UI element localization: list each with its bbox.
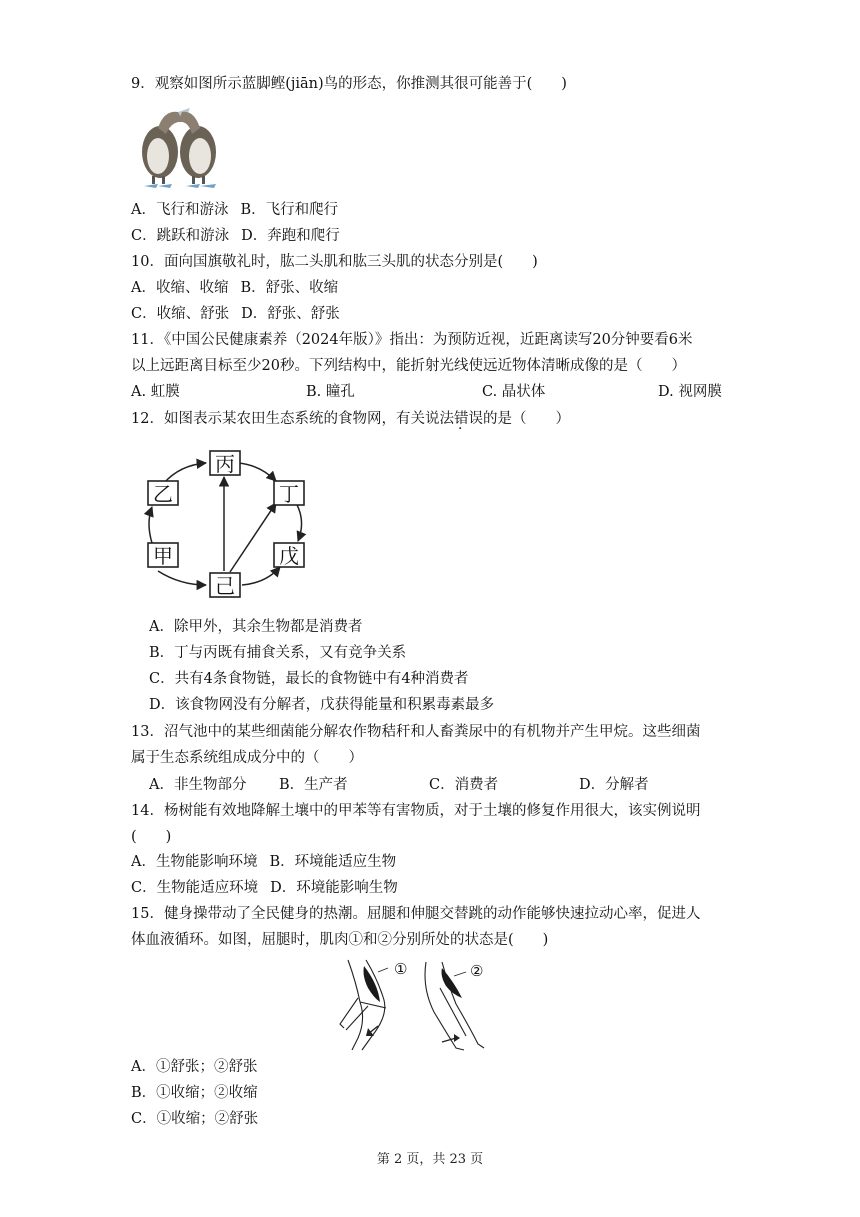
arrow-ji-to-wu [242,567,280,585]
svg-text:己: 己 [215,574,235,598]
arrow-ding-to-wu [296,503,302,541]
node-bing [210,451,240,476]
q9-option-b: B．飞行和爬行 [240,202,339,218]
arrow-yi-to-bing [164,463,206,483]
arrow-ji-to-ding [230,503,276,572]
q13-stem-line1: 13．沼气池中的某些细菌能分解农作物秸秆和人畜粪尿中的有机物并产生甲烷。这些细菌 [131,724,701,740]
q13-option-b: B．生产者 [279,777,348,793]
q13-option-c: C．消费者 [429,777,499,793]
arrow-bing-to-ding [238,463,276,481]
q14-option-c: C．生物能适应环境 [131,880,259,896]
page-footer: 第 2 页，共 23 页 [376,1152,484,1167]
q11-option-b: B. 瞳孔 [306,384,355,400]
q14-option-a: A．生物能影响环境 [131,854,258,870]
q10-options-row2 [131,305,340,323]
leg-muscle-diagram [338,958,520,1054]
q12-option-b: B．丁与丙既有捕食关系，又有竞争关系 [149,645,407,661]
q12-option-d: D．该食物网没有分解者，戊获得能量和积累毒素最多 [149,697,495,713]
node-ding [274,481,304,506]
q9-option-d: D．奔跑和爬行 [241,228,340,244]
q9-stem: 9．观察如图所示蓝脚鲣(jiān)鸟的形态，你推测其很可能善于( ) [131,76,567,92]
q14-options-row1 [131,853,396,871]
svg-text:丁: 丁 [279,482,299,506]
q11-option-c: C. 晶状体 [482,384,546,400]
q13-option-d: D．分解者 [579,777,649,793]
q10-option-d: D．舒张、舒张 [241,306,340,322]
q10-option-a: A．收缩、收缩 [131,280,229,296]
q15-option-a: A．①舒张；②舒张 [131,1059,258,1075]
q10-stem: 10．面向国旗敬礼时，肱二头肌和肱三头肌的状态分别是( ) [131,254,538,270]
q15-option-c: C．①收缩；②舒张 [131,1111,259,1127]
q10-option-c: C．收缩、舒张 [131,306,230,322]
q14-options-row2 [131,879,398,897]
q9-options-row2 [131,227,340,245]
label-1: ① [394,960,408,978]
svg-text:甲: 甲 [153,544,173,568]
q14-option-b: B．环境能适应生物 [269,854,397,870]
q11-stem-line1: 11．《中国公民健康素养（2024年版）》指出：为预防近视，近距离读写20分钟要看6米 [131,332,693,348]
q15-stem-line2: 体血液循环。如图，屈腿时，肌肉①和②分别所处的状态是( ) [131,932,549,948]
arrow-jia-to-ji [158,571,206,585]
q9-option-c: C．跳跃和游泳 [131,228,230,244]
q10-option-b: B．舒张、收缩 [240,280,339,296]
label-2: ② [470,962,484,980]
q9-option-a: A．飞行和游泳 [131,202,229,218]
q13-stem-line2: 属于生态系统组成成分中的（ ） [131,750,363,766]
q15-stem-line1: 15．健身操带动了全民健身的热潮。屈腿和伸腿交替跳的动作能够快速拉动心率，促进人 [131,906,701,922]
q11-option-d: D. 视网膜 [658,384,722,400]
q9-options-row1 [131,201,338,219]
arrow-jia-to-yi [149,507,152,543]
svg-text:戊: 戊 [279,544,299,568]
node-jia [148,543,178,568]
q12-stem: 12．如图表示某农田生态系统的食物网，有关说法错误的是（ ） [131,411,570,427]
q15-option-b: B．①收缩；②收缩 [131,1085,258,1101]
svg-text:丙: 丙 [215,452,235,476]
node-yi [148,481,178,506]
node-ji [210,573,240,598]
q12-option-c: C．共有4条食物链，最长的食物链中有4种消费者 [149,671,469,687]
q12-option-a: A．除甲外，其余生物都是消费者 [149,619,363,635]
booby-bird-image [128,100,228,190]
q11-stem-line2: 以上远距离目标至少20秒。下列结构中，能折射光线使远近物体清晰成像的是（ ） [131,358,686,374]
svg-text:乙: 乙 [153,482,173,506]
food-web-diagram [140,445,320,600]
node-wu [274,543,304,568]
q11-option-a: A. 虹膜 [131,384,180,400]
q12-emphasis: 错误 [453,411,483,427]
q13-option-a: A．非生物部分 [149,777,247,793]
q14-option-d: D．环境能影响生物 [270,880,398,896]
q14-stem-line2: ( ) [131,829,172,845]
q10-options-row1 [131,279,338,297]
q14-stem-line1: 14．杨树能有效地降解土壤中的甲苯等有害物质，对于土壤的修复作用很大，该实例说明 [131,803,701,819]
